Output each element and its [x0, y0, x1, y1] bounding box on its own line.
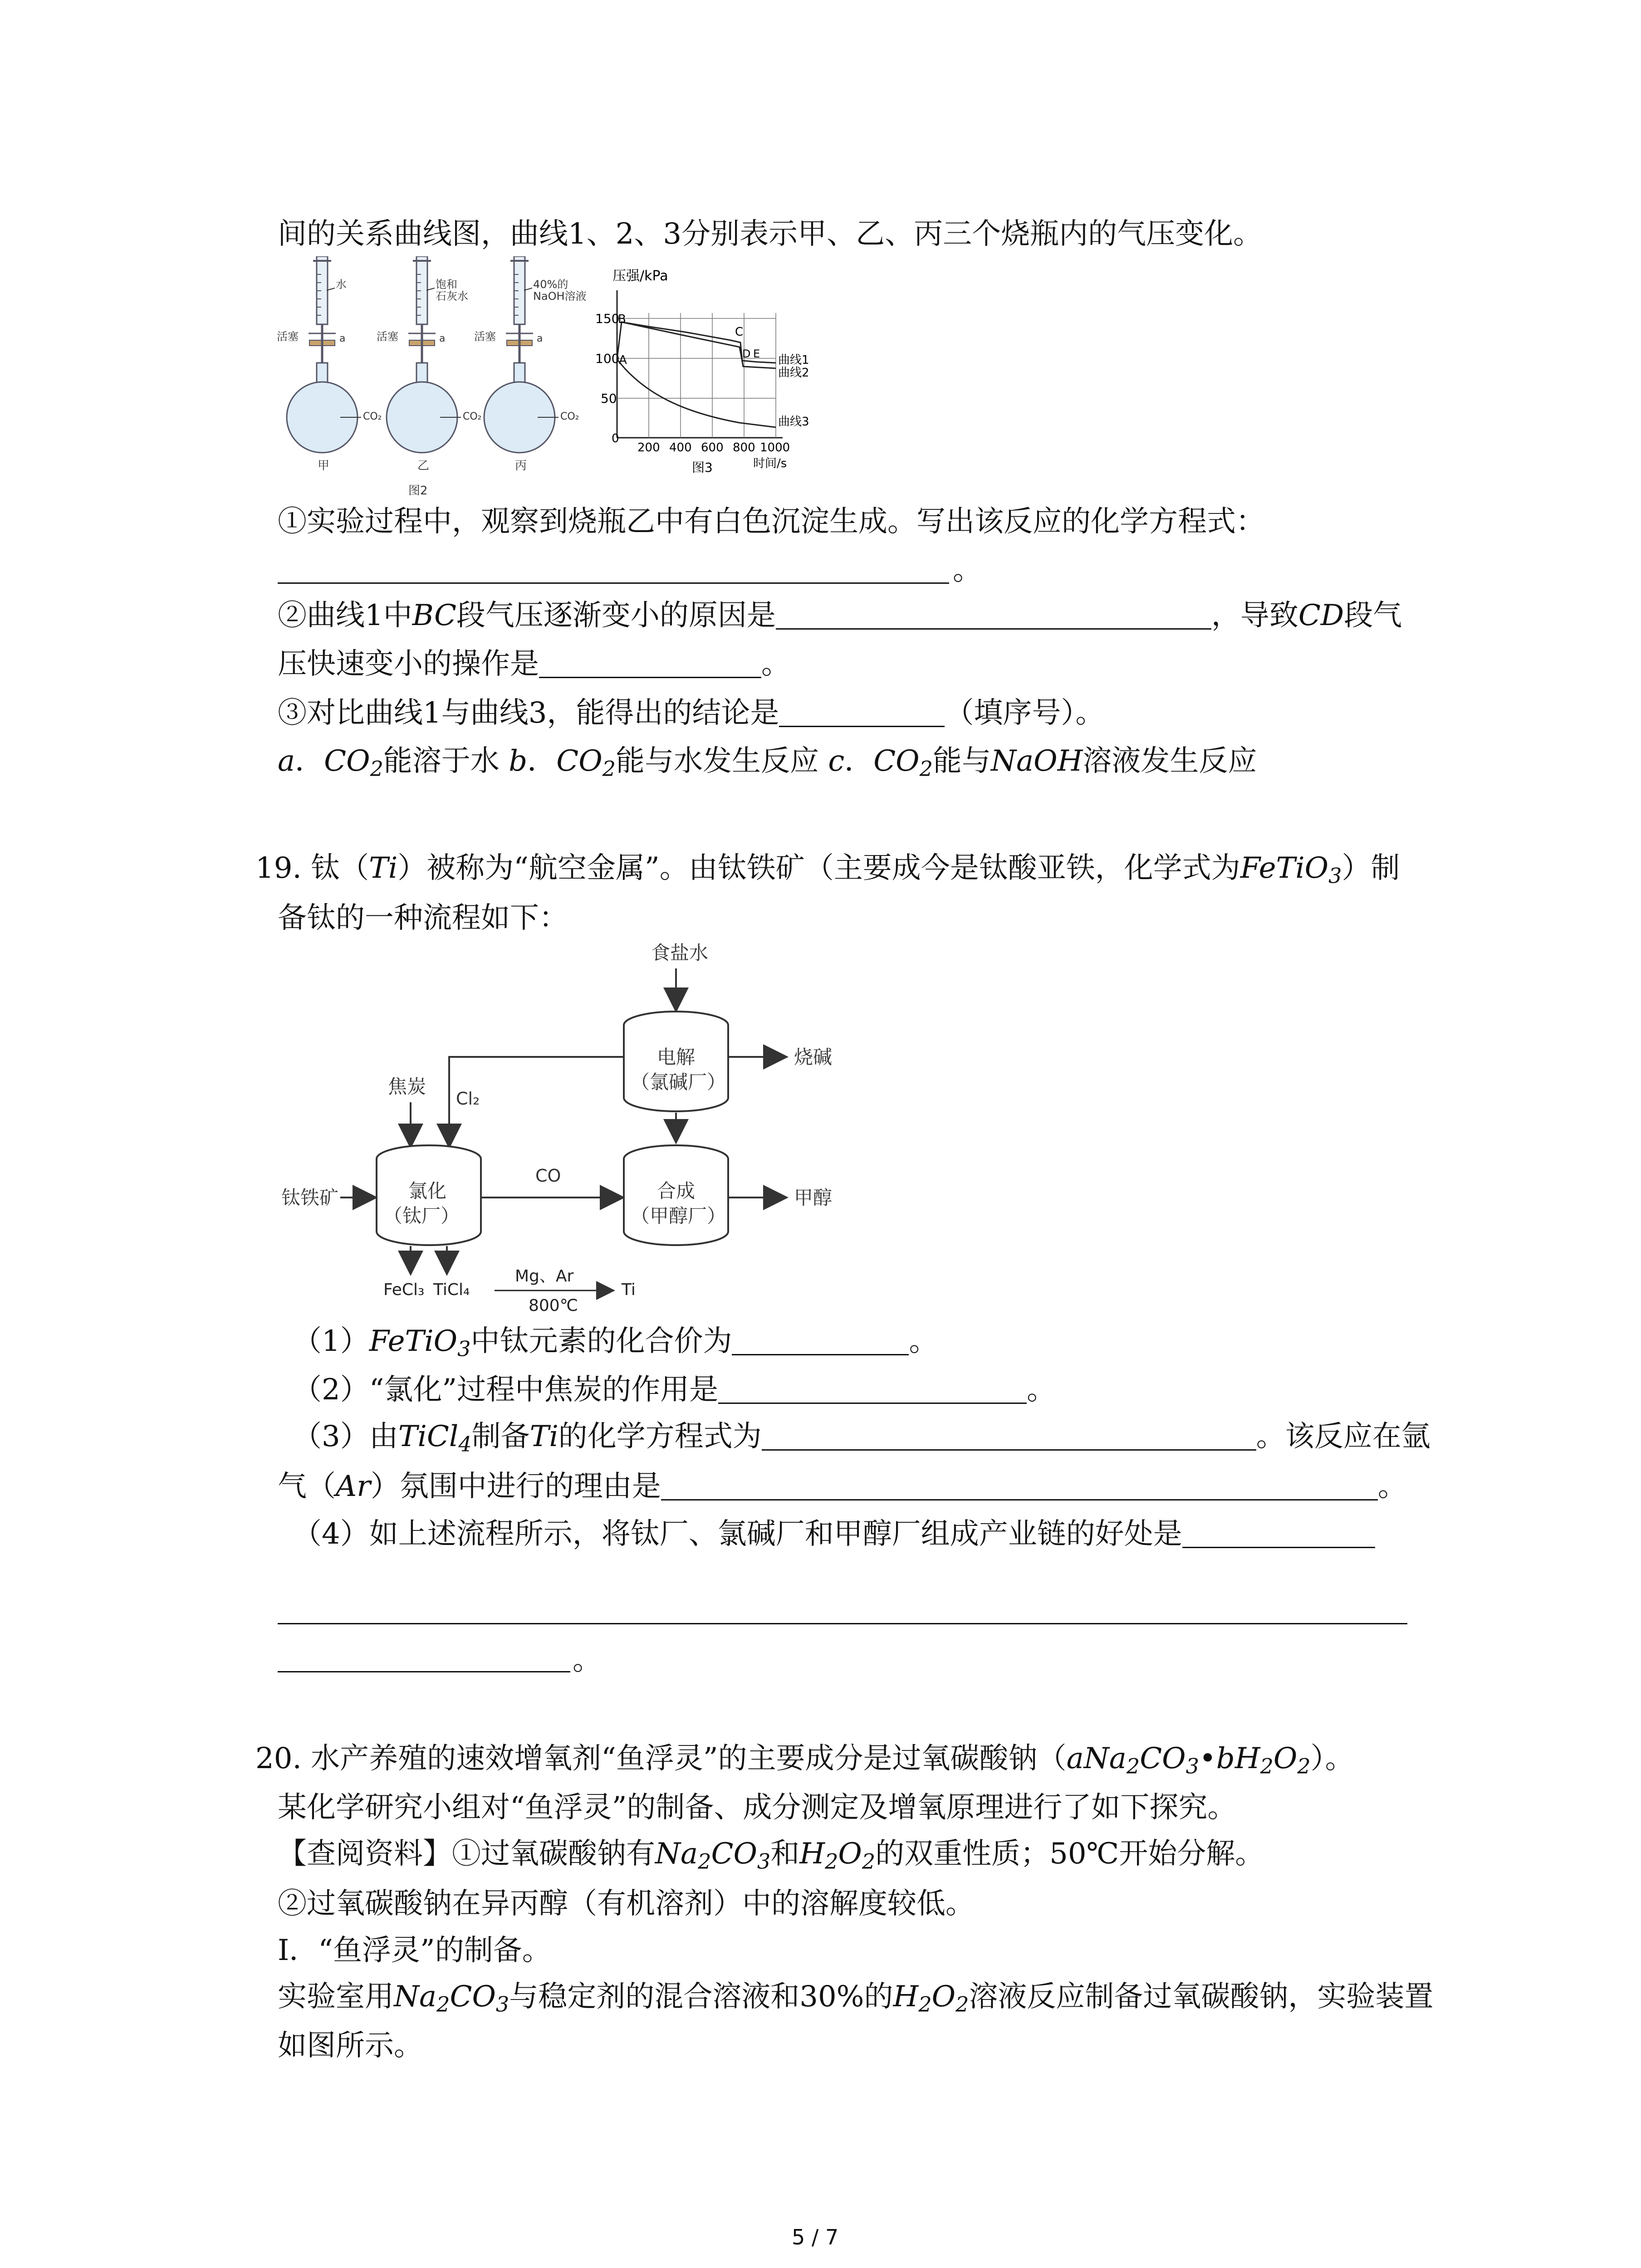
answer-blank-19-4a[interactable]	[1182, 1546, 1375, 1548]
flow-electro-plant: （氯碱厂）	[631, 1071, 726, 1093]
q18-s2-line1: ②曲线1中BC段气压逐渐变小的原因是 ，导致CD段气	[278, 599, 1402, 632]
liquid-label: 40%的	[533, 278, 568, 291]
fig3-point-B: B	[618, 313, 626, 326]
fig3-point-C: C	[735, 325, 744, 339]
q20-line5: Ⅰ．“鱼浮灵”的制备。	[278, 1934, 551, 1967]
q19-p3-line2: 气（Ar）氛围中进行的理由是 。	[278, 1470, 1407, 1503]
fig3-ytick-50: 50	[601, 391, 617, 406]
fig3-caption: 图3	[692, 460, 713, 475]
valve-a-label: a	[339, 333, 346, 344]
co2-label: CO₂	[560, 411, 579, 422]
flow-caustic-soda: 烧碱	[794, 1046, 833, 1068]
flow-ilmenite: 钛铁矿	[281, 1187, 339, 1209]
fig3-xtick-800: 800	[733, 441, 755, 455]
stopcock-label: 活塞	[377, 330, 398, 343]
liquid-label: NaOH溶液	[533, 290, 587, 303]
answer-blank-19-4c[interactable]	[278, 1671, 570, 1672]
q20-line6: 实验室用$Na_2CO_3$与稳定剂的混合溶液和30%的$H_2O_2$溶液反应制备过氧碳酸钠，实验装置	[278, 1980, 1434, 2017]
answer-blank-s3[interactable]	[779, 725, 945, 727]
q20-line7: 如图所示。	[278, 2029, 423, 2063]
q20-line3: 【查阅资料】①过氧碳酸钠有$Na_2CO_3$和$H_2O_2$的双重性质；50℃开始分解。	[278, 1837, 1264, 1874]
answer-blank-19-3a[interactable]	[762, 1449, 1256, 1451]
fig3-ytick-0: 0	[612, 432, 619, 445]
q18-s3: ③对比曲线1与曲线3，能得出的结论是 （填序号）。	[278, 696, 1105, 730]
liquid-label: 饱和	[436, 278, 457, 291]
answer-blank-s1[interactable]	[278, 582, 949, 584]
q18-options: a．$CO_2$能溶于水 b．$CO_2$能与水发生反应 c．$CO_2$能与NaOH溶液发生反应	[278, 744, 1257, 781]
fig3-ylabel: 压强/kPa	[612, 268, 668, 284]
q19-line1: 19. 钛（Ti）被称为“航空金属”。由钛铁矿（主要成今是钛酸亚铁，化学式为FeTiO$_3$）制	[255, 851, 1400, 888]
fig3-point-E: E	[753, 347, 760, 360]
q18-intro: 间的关系曲线图，曲线1、2、3分别表示甲、乙、丙三个烧瓶内的气压变化。	[278, 217, 1263, 251]
fig3-curve2-label: 曲线2	[778, 366, 809, 380]
q18-s2-line2: 压快速变小的操作是 。	[278, 647, 790, 681]
q19-p2: （2）“氯化”过程中焦炭的作用是 。	[293, 1373, 1056, 1407]
answer-blank-19-2[interactable]	[718, 1402, 1027, 1404]
fig3-xtick-1000: 1000	[760, 441, 790, 455]
fig3-xtick-200: 200	[637, 441, 660, 455]
fig3-point-A: A	[619, 353, 627, 367]
q20-line2: 某化学研究小组对“鱼浮灵”的制备、成分测定及增氧原理进行了如下探究。	[278, 1791, 1237, 1824]
flow-methanol: 甲醇	[794, 1187, 833, 1209]
figure-3-pressure-chart	[594, 263, 830, 481]
q19-p4-end: 。	[573, 1643, 602, 1677]
q19-p4: （4）如上述流程所示，将钛厂、氯碱厂和甲醇厂组成产业链的好处是	[293, 1520, 1375, 1549]
flow-cl2: Cl₂	[456, 1089, 480, 1109]
q20-line1: 20. 水产养殖的速效增氧剂“鱼浮灵”的主要成分是过氧碳酸钠$(aNa_2CO_3•bH_2O_2)$。	[255, 1742, 1354, 1779]
liquid-label: 石灰水	[436, 290, 468, 303]
q20-line4: ②过氧碳酸钠在异丙醇（有机溶剂）中的溶解度较低。	[278, 1887, 975, 1921]
answer-blank-19-1[interactable]	[732, 1354, 909, 1355]
flow-methanol-plant: （甲醇厂）	[631, 1205, 726, 1227]
flow-ti: Ti	[622, 1281, 636, 1299]
fig3-curve3-label: 曲线3	[778, 415, 809, 429]
fig3-xlabel: 时间/s	[753, 457, 787, 470]
q19-p1: （1）FeTiO$_3$中钛元素的化合价为 。	[293, 1325, 938, 1361]
co2-label: CO₂	[463, 411, 482, 422]
titanium-process-flowchart	[272, 941, 907, 1313]
flask-name-label: 乙	[417, 459, 430, 473]
flow-brine: 食盐水	[651, 942, 709, 964]
answer-blank-s2a[interactable]	[776, 628, 1211, 630]
flow-ticl4: TiCl₄	[433, 1281, 470, 1299]
liquid-label: 水	[336, 278, 347, 291]
fig3-ytick-150: 150	[595, 311, 620, 326]
flow-chlorination-label: 氯化	[408, 1180, 447, 1202]
flow-electro-label: 电解	[657, 1046, 696, 1068]
fig2-caption: 图2	[408, 484, 428, 498]
stopcock-label: 活塞	[474, 330, 496, 343]
flow-temperature: 800℃	[529, 1296, 578, 1313]
answer-blank-s2b[interactable]	[539, 676, 761, 678]
q18-s1-end: 。	[953, 553, 982, 587]
q19-p3: （3）由TiCl$_4$制备Ti的化学方程式为 。该反应在氩	[293, 1420, 1430, 1457]
flask-name-label: 丙	[515, 459, 527, 473]
q18-s1: ①实验过程中，观察到烧瓶乙中有白色沉淀生成。写出该反应的化学方程式：	[278, 505, 1265, 538]
stopcock-label: 活塞	[277, 330, 299, 343]
flask-name-label: 甲	[318, 459, 330, 473]
valve-a-label: a	[537, 333, 543, 344]
flow-coke: 焦炭	[388, 1075, 426, 1098]
q19-line2: 备钛的一种流程如下：	[278, 901, 568, 935]
flow-titanium-plant: （钛厂）	[383, 1205, 460, 1227]
co2-label: CO₂	[363, 411, 382, 422]
flow-mg-ar: Mg、Ar	[515, 1267, 574, 1286]
answer-blank-19-4b[interactable]	[278, 1623, 1407, 1624]
flow-co: CO	[535, 1166, 561, 1186]
answer-blank-19-3b[interactable]	[661, 1499, 1378, 1501]
fig3-point-D: D	[742, 347, 751, 360]
fig3-xtick-400: 400	[669, 441, 692, 455]
figure-2-flask-apparatus	[272, 256, 620, 501]
valve-a-label: a	[439, 333, 446, 344]
page-number: 5 / 7	[792, 2225, 839, 2249]
fig3-curve1-label: 曲线1	[778, 353, 809, 367]
flow-fecl3: FeCl₃	[383, 1281, 425, 1299]
fig3-xtick-600: 600	[701, 441, 724, 455]
flow-synthesis-label: 合成	[657, 1180, 696, 1202]
fig3-ytick-100: 100	[595, 351, 620, 366]
